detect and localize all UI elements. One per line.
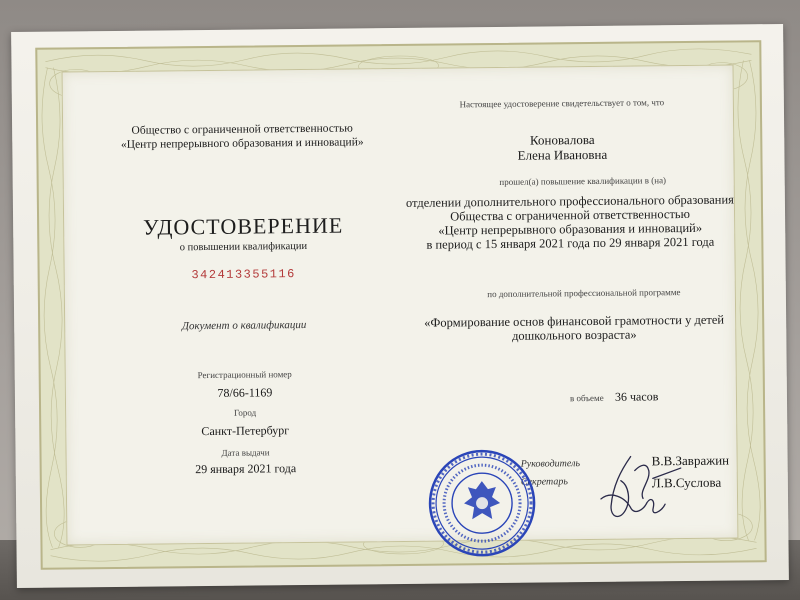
document-type: Документ о квалификации [181, 318, 307, 333]
volume-value: 36 часов [614, 389, 659, 404]
training-place-3: «Центр непрерывного образования и инноваций» [438, 220, 703, 238]
passed-text: прошел(а) повышение квалификации в (на) [499, 175, 667, 187]
issuer-line-2: «Центр непрерывного образования и инноваций» [120, 136, 364, 151]
reg-number-value: 78/66-1169 [217, 385, 273, 400]
document-subtitle: о повышении квалификации [179, 240, 308, 254]
training-place-2: Общества с ограниченной ответственностью [450, 206, 690, 224]
volume-label: в объеме [569, 392, 604, 404]
head-label: Руководитель [520, 458, 581, 470]
training-period: в период с 15 января 2021 года по 29 января 2021 года [426, 234, 715, 252]
round-seal-stamp [425, 447, 538, 560]
issue-date-value: 29 января 2021 года [195, 461, 297, 477]
handwritten-signature [591, 450, 692, 531]
training-place-1: отделении дополнительного профессионального образования [405, 192, 734, 210]
city-label: Город [233, 407, 257, 418]
issue-date-label: Дата выдачи [221, 447, 270, 458]
issuer-line-1: Общество с ограниченной ответственностью [131, 122, 353, 137]
intro-text: Настоящее удостоверение свидетельствует о том, что [459, 97, 665, 110]
reg-number-label: Регистрационный номер [197, 369, 292, 381]
holder-name: Елена Ивановна [517, 146, 608, 163]
program-label: по дополнительной профессиональной программе [487, 287, 681, 300]
secretary-label: Секретарь [520, 476, 568, 488]
secretary-name: Л.В.Суслова [651, 474, 722, 491]
holder-surname: Коновалова [529, 131, 595, 148]
head-name: В.В.Завражин [651, 452, 730, 469]
certificate-sheet [11, 24, 789, 588]
city-value: Санкт-Петербург [201, 423, 290, 439]
program-title-2: дошкольного возраста» [511, 327, 637, 343]
serial-number: 342413355116 [191, 267, 296, 283]
program-title-1: «Формирование основ финансовой грамотности у детей [424, 312, 725, 330]
document-title: УДОСТОВЕРЕНИЕ [142, 212, 344, 240]
